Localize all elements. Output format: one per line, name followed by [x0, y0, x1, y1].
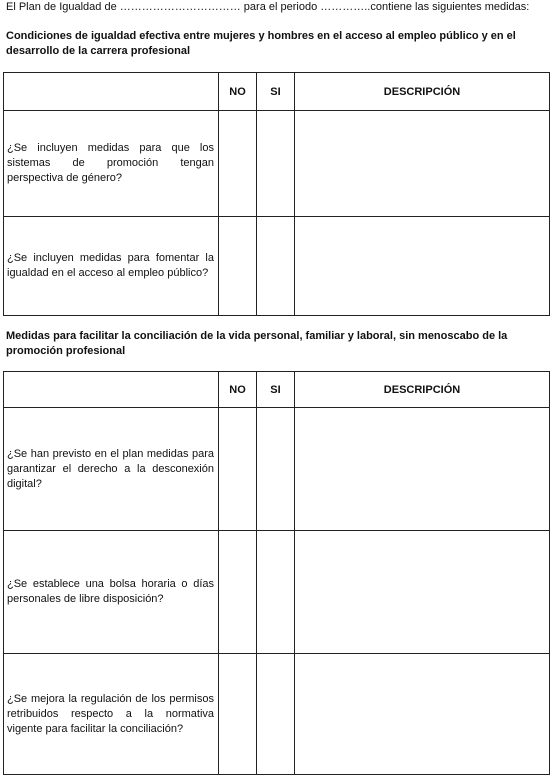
- header-empty-cell: [4, 73, 219, 111]
- table-header-row: [4, 372, 550, 408]
- no-cell[interactable]: [219, 111, 257, 217]
- table-row: [4, 531, 550, 654]
- table-row: [4, 654, 550, 775]
- table-row: [4, 217, 550, 316]
- question-text: ¿Se incluyen medidas para fomentar la igualdad en el acceso al empleo público?: [4, 217, 219, 316]
- descripcion-cell[interactable]: [295, 111, 550, 217]
- section-title-igualdad-acceso: Condiciones de igualdad efectiva entre mujeres y hombres en el acceso al empleo público y en el desarrollo de la carrera profesional: [6, 30, 516, 57]
- no-cell[interactable]: [219, 408, 257, 531]
- si-cell[interactable]: [257, 531, 295, 654]
- question-text: ¿Se mejora la regulación de los permisos retribuidos respecto a la normativa vigente para facilitar la conciliación?: [4, 654, 219, 775]
- header-si: SI: [257, 372, 295, 408]
- no-cell[interactable]: [219, 217, 257, 316]
- si-cell[interactable]: [257, 654, 295, 775]
- table-row: [4, 408, 550, 531]
- descripcion-cell[interactable]: [295, 654, 550, 775]
- descripcion-cell[interactable]: [295, 217, 550, 316]
- si-cell[interactable]: [257, 111, 295, 217]
- descripcion-cell[interactable]: [295, 531, 550, 654]
- header-si: SI: [257, 73, 295, 111]
- header-no: NO: [219, 73, 257, 111]
- header-descripcion: DESCRIPCIÓN: [295, 73, 550, 111]
- intro-text: El Plan de Igualdad de …………………………… para el periodo …………..contiene las siguientes medidas:: [6, 1, 530, 13]
- descripcion-cell[interactable]: [295, 408, 550, 531]
- si-cell[interactable]: [257, 408, 295, 531]
- header-no: NO: [219, 372, 257, 408]
- no-cell[interactable]: [219, 531, 257, 654]
- table-header-row: [4, 73, 550, 111]
- si-cell[interactable]: [257, 217, 295, 316]
- question-text: ¿Se establece una bolsa horaria o días personales de libre disposición?: [4, 531, 219, 654]
- question-text: ¿Se han previsto en el plan medidas para garantizar el derecho a la desconexión digital?: [4, 408, 219, 531]
- question-text: ¿Se incluyen medidas para que los sistemas de promoción tengan perspectiva de género?: [4, 111, 219, 217]
- table-row: [4, 111, 550, 217]
- header-empty-cell: [4, 372, 219, 408]
- header-descripcion: DESCRIPCIÓN: [295, 372, 550, 408]
- section-title-conciliacion: Medidas para facilitar la conciliación de la vida personal, familiar y laboral, sin menoscabo de la promoción profesional: [6, 330, 508, 357]
- no-cell[interactable]: [219, 654, 257, 775]
- table-igualdad-acceso: [3, 72, 550, 316]
- table-conciliacion: [3, 371, 550, 775]
